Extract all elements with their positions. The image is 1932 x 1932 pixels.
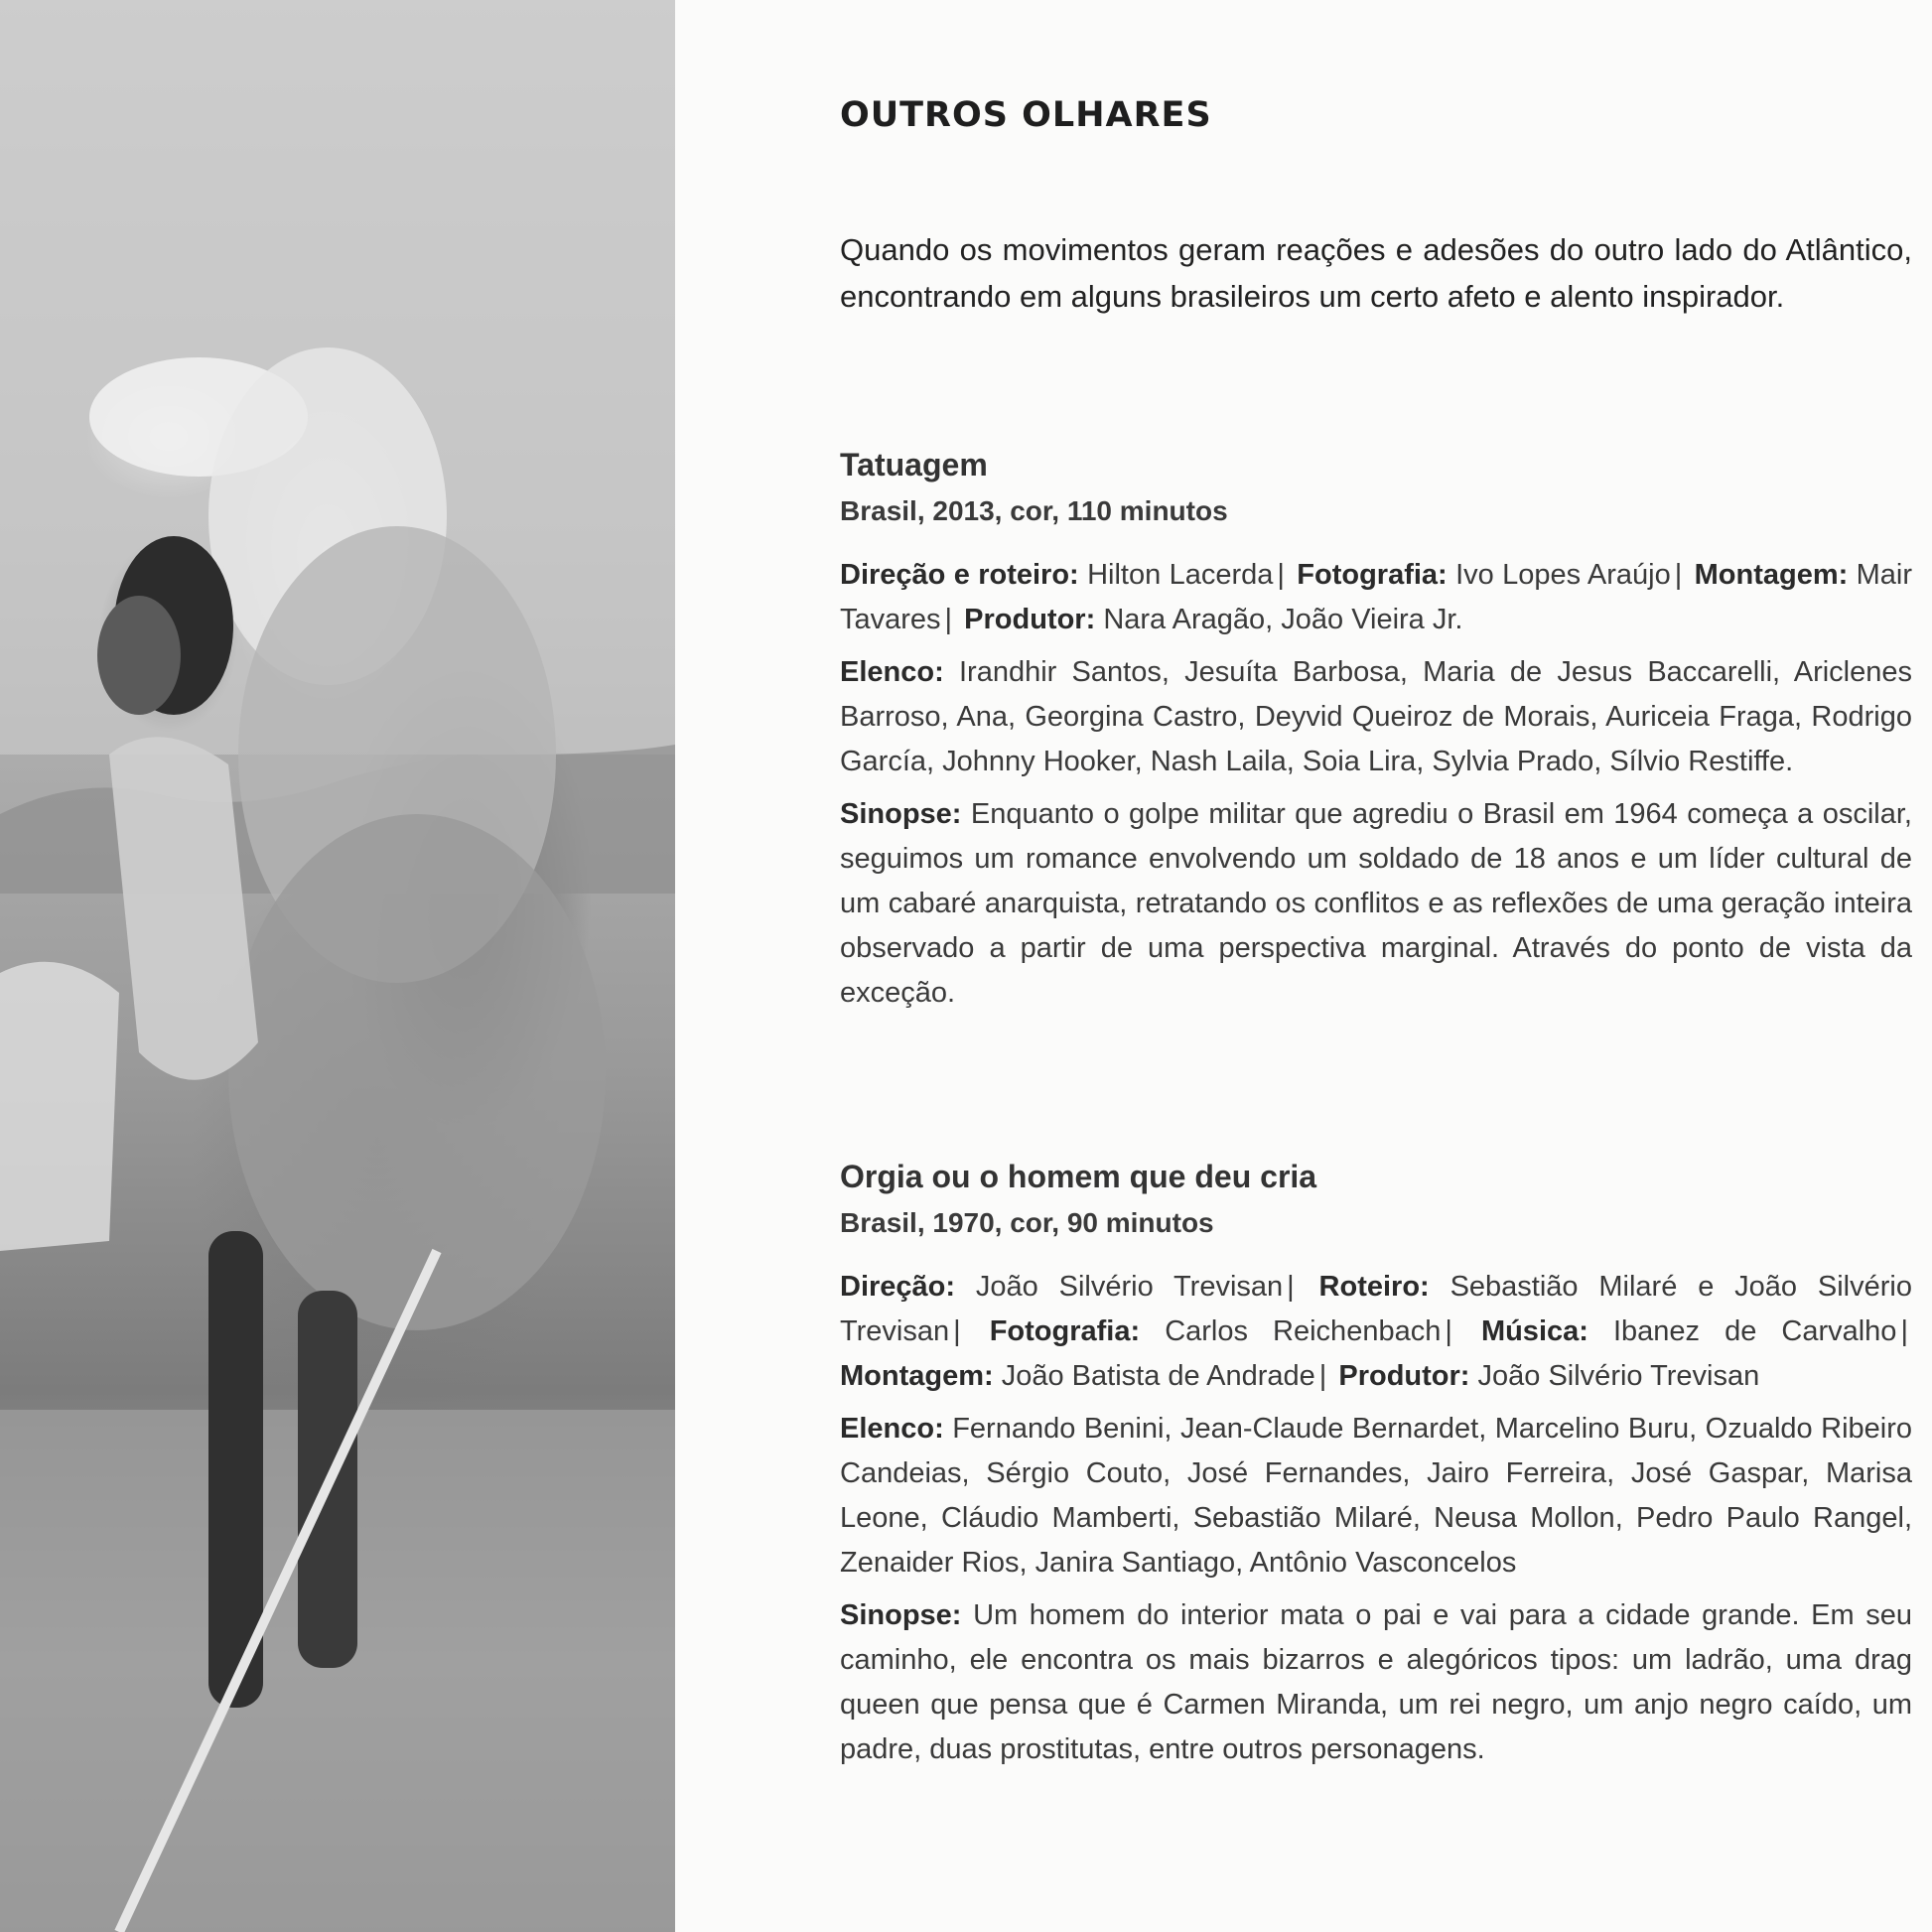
cast-label: Elenco: [840,656,944,688]
cast-list: Irandhir Santos, Jesuíta Barbosa, Maria de Jesus Baccarelli, Ariclenes Barroso, Ana, Georgina Castro, Deyvid Queiroz de Morais, Auriceia Fraga, Rodrigo García, Johnny Hooker, Nash Laila, Soia Lira, Sylvia Prado, Sílvio Restiffe. [840,656,1912,777]
photo-shapes [0,0,675,1932]
credit-value: Sebastião Milaré e João Silvério Trevisan [840,1271,1912,1347]
film-title: Orgia ou o homem que deu cria [840,1159,1317,1194]
synopsis-label: Sinopse: [840,1599,962,1631]
credit-value: João Silvério Trevisan [1477,1360,1760,1392]
dancer-photo [0,0,675,1932]
credit-value: Mair Tavares [840,559,1913,635]
credit-value: Carlos Reichenbach [1165,1315,1442,1347]
credit-label: Produtor: [1338,1360,1470,1392]
credit-value: Nara Aragão, João Vieira Jr. [1103,604,1463,635]
credit-label: Produtor: [964,604,1096,635]
synopsis-paragraph [840,792,1912,1016]
film-title: Tatuagem [840,447,988,483]
credit-value: João Batista de Andrade [1001,1360,1315,1392]
credit-value: Ibanez de Carvalho [1612,1315,1897,1347]
credit-label: Fotografia: [1297,559,1448,591]
film-meta: Brasil, 2013, cor, 110 minutos [840,495,1228,526]
crew-credits: Direção: João Silvério Trevisan | Roteiro: Sebastião Milaré e João Silvério Trevisan | Fotografia: Carlos Reichenbach | Música: Ibanez de Carvalho | Montagem: João Batista de Andrade | Produtor: João Silvério Trevisan [840,1271,1912,1392]
synopsis-paragraph [840,1593,1912,1772]
cast-list: Fernando Benini, Jean-Claude Bernardet, Marcelino Buru, Ozualdo Ribeiro Candeias, Sérgio Couto, José Fernandes, Jairo Ferreira, José Gaspar, Marisa Leone, Cláudio Mamberti, Sebastião Milaré, Neusa Mollon, Pedro Paulo Rangel, Zenaider Rios, Janira Santiago, Antônio Vasconcelos [840,1413,1913,1579]
credit-value: Ivo Lopes Araújo [1455,559,1671,591]
cast-paragraph [840,1407,1912,1586]
film-meta: Brasil, 1970, cor, 90 minutos [840,1207,1214,1238]
cast-paragraph [840,650,1912,784]
credits-block [840,1265,1912,1772]
cast-label: Elenco: [840,1413,944,1445]
credit-label: Montagem: [1694,559,1849,591]
credit-value: Hilton Lacerda [1087,559,1274,591]
credit-label: Direção: [840,1271,956,1303]
synopsis-text: Um homem do interior mata o pai e vai para a cidade grande. Em seu caminho, ele encontra os mais bizarros e alegóricos tipos: um ladrão, uma drag queen que pensa que é Carmen Miranda, um rei negro, um anjo negro caído, um padre, duas prostitutas, entre outros personagens. [840,1599,1912,1765]
credit-value: João Silvério Trevisan [975,1271,1284,1303]
film-entry-tatuagem [840,447,1912,1024]
crew-credits: Direção e roteiro: Hilton Lacerda | Fotografia: Ivo Lopes Araújo | Montagem: Mair Tavares | Produtor: Nara Aragão, João Vieira Jr. [840,559,1913,635]
credit-label: Música: [1480,1315,1588,1347]
credit-label: Roteiro: [1318,1271,1430,1303]
film-entry-orgia [840,1159,1912,1780]
intro-paragraph: Quando os movimentos geram reações e adesões do outro lado do Atlântico, encontrando em alguns brasileiros um certo afeto e alento inspirador. [840,232,1912,314]
section-title: OUTROS OLHARES [840,95,1212,135]
synopsis-label: Sinopse: [840,798,962,830]
synopsis-text: Enquanto o golpe militar que agrediu o Brasil em 1964 começa a oscilar, seguimos um romance envolvendo um soldado de 18 anos e um líder cultural de um cabaré anarquista, retratando os conflitos e as reflexões de uma geração inteira observado a partir de uma perspectiva marginal. Através do ponto de vista da exceção. [840,798,1912,1009]
credit-label: Fotografia: [989,1315,1141,1347]
credits-block [840,553,1912,1016]
credit-label: Direção e roteiro: [840,559,1079,591]
credit-label: Montagem: [840,1360,994,1392]
